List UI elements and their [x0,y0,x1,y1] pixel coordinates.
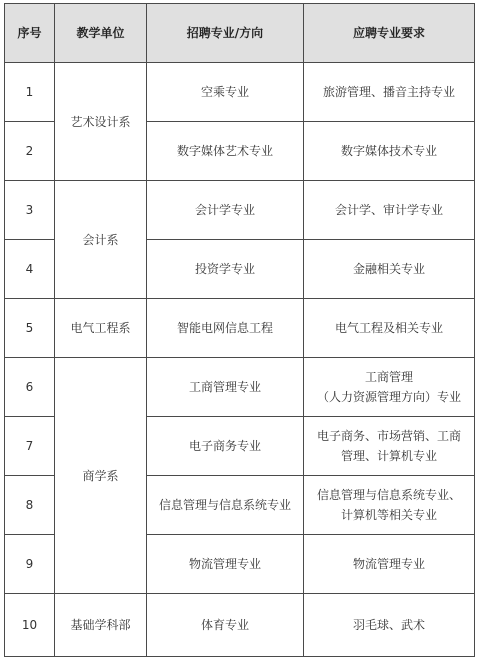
table-row [5,63,475,122]
table-row [5,358,475,417]
major: 数字媒体艺术专业 [147,122,304,181]
table-row [5,299,475,358]
requirement [304,358,475,417]
requirement [304,535,475,594]
teaching-unit: 基础学科部 [55,594,147,657]
major: 电子商务专业 [147,417,304,476]
requirement-line: 旅游管理、播音主持专业 [322,85,455,99]
header-major-direction: 招聘专业/方向 [147,4,304,63]
requirement [304,181,475,240]
serial-number: 4 [5,240,55,299]
teaching-unit: 商学系 [55,358,147,594]
serial-number: 8 [5,476,55,535]
serial-number: 1 [5,63,55,122]
requirement [304,63,475,122]
requirement-line: 工商管理 [364,370,413,384]
recruitment-table [4,3,475,657]
major: 会计学专业 [147,181,304,240]
requirement-line: 物流管理专业 [352,557,425,571]
teaching-unit: 艺术设计系 [55,63,147,181]
serial-number: 2 [5,122,55,181]
table-row [5,594,475,657]
requirement-line: 数字媒体技术专业 [340,144,437,158]
header-teaching-unit: 教学单位 [55,4,147,63]
header-row [5,4,475,63]
major: 信息管理与信息系统专业 [147,476,304,535]
teaching-unit: 会计系 [55,181,147,299]
requirement-line: 计算机等相关专业 [340,508,437,522]
serial-number: 9 [5,535,55,594]
major: 空乘专业 [147,63,304,122]
requirement [304,417,475,476]
requirement-line: （人力资源管理方向）专业 [316,390,461,404]
requirement-line: 管理、计算机专业 [340,449,437,463]
requirement-line: 会计学、审计学专业 [334,203,443,217]
major: 投资学专业 [147,240,304,299]
serial-number: 10 [5,594,55,657]
major: 体育专业 [147,594,304,657]
header-applicant-requirement: 应聘专业要求 [304,4,475,63]
table-row [5,181,475,240]
requirement-line: 信息管理与信息系统专业、 [316,488,461,502]
major: 物流管理专业 [147,535,304,594]
requirement-line: 电子商务、市场营销、工商 [316,429,461,443]
requirement-line: 金融相关专业 [352,262,425,276]
requirement [304,594,475,657]
serial-number: 5 [5,299,55,358]
requirement [304,122,475,181]
header-serial-number: 序号 [5,4,55,63]
requirement-line: 电气工程及相关专业 [334,321,443,335]
requirement [304,240,475,299]
serial-number: 7 [5,417,55,476]
major: 智能电网信息工程 [147,299,304,358]
serial-number: 6 [5,358,55,417]
requirement [304,299,475,358]
teaching-unit: 电气工程系 [55,299,147,358]
requirement-line: 羽毛球、武术 [352,618,425,632]
serial-number: 3 [5,181,55,240]
requirement [304,476,475,535]
major: 工商管理专业 [147,358,304,417]
